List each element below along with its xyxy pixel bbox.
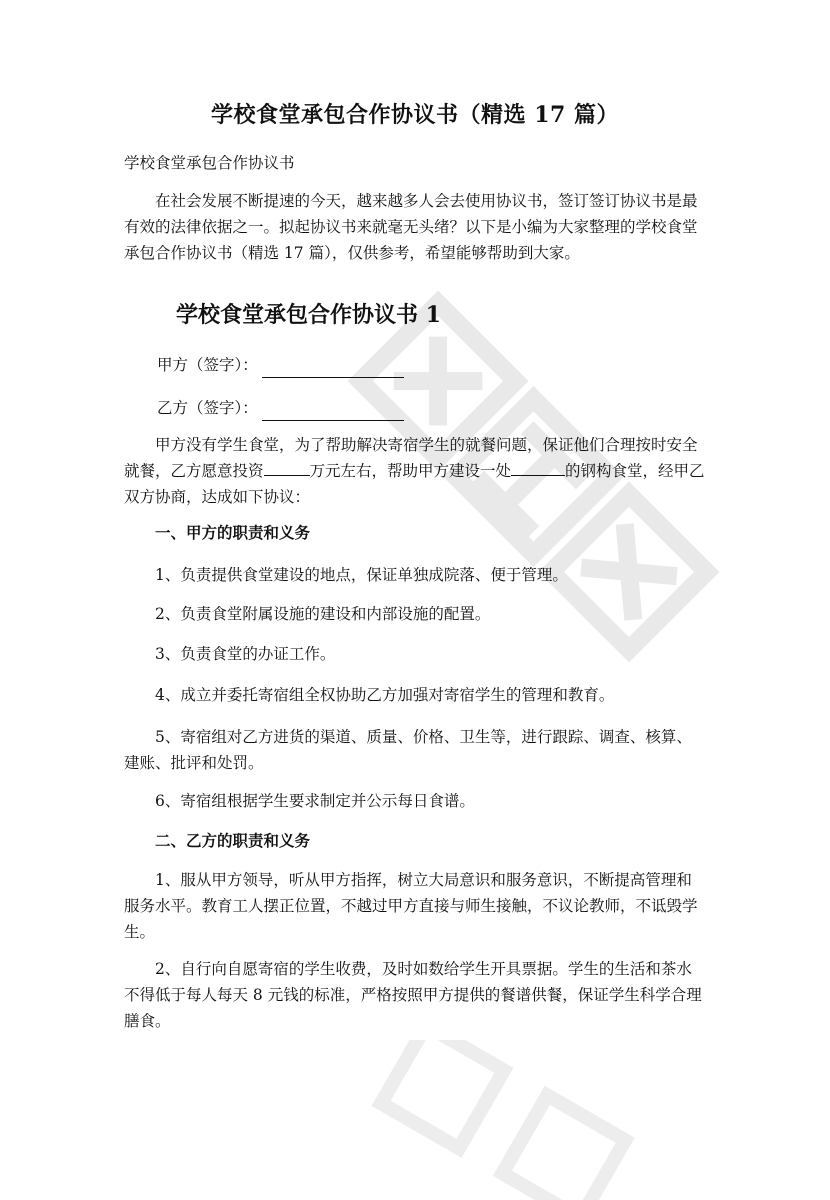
heading-party-b-duties: 二、乙方的职责和义务	[155, 831, 311, 850]
list-item: 6、寄宿组根据学生要求制定并公示每日食谱。	[155, 792, 475, 810]
location-blank	[511, 459, 565, 476]
document-title: 学校食堂承包合作协议书（精选 17 篇）	[211, 102, 619, 128]
party-a-signature	[157, 352, 404, 378]
heading-party-a-duties: 一、甲方的职责和义务	[155, 523, 311, 542]
party-b-label: 乙方（签字）：	[157, 399, 258, 417]
list-item: 5、寄宿组对乙方进货的渠道、质量、价格、卫生等，进行跟踪、调查、核算、建账、批评和处罚。	[124, 728, 692, 772]
preamble-text-2: 万元左右，帮助甲方建设一处	[309, 462, 512, 480]
intro-paragraph: 在社会发展不断提速的今天，越来越多人会去使用协议书，签订签订协议书是最有效的法律依据之一。拟起协议书来就毫无头绪？以下是小编为大家整理的学校食堂承包合作协议书（精选 17 篇），仅供参考，希望能够帮助到大家。	[124, 192, 698, 262]
party-b-signature	[157, 395, 404, 421]
list-item: 4、成立并委托寄宿组全权协助乙方加强对寄宿学生的管理和教育。	[155, 686, 615, 704]
list-item: 2、自行向自愿寄宿的学生收费，及时如数给学生开具票据。学生的生活和茶水不得低于每人每天 8 元钱的标准，严格按照甲方提供的餐谱供餐，保证学生科学合理膳食。	[124, 960, 702, 1030]
list-item: 2、负责食堂附属设施的建设和内部设施的配置。	[155, 605, 491, 623]
document-subtitle: 学校食堂承包合作协议书	[124, 154, 295, 172]
list-item: 1、负责提供食堂建设的地点，保证单独成院落、便于管理。	[155, 566, 568, 584]
list-item: 3、负责食堂的办证工作。	[155, 645, 336, 663]
party-a-signature-line	[262, 359, 404, 378]
preamble-text-1: 甲方没有学生食堂，为了帮助解决寄宿学生的就餐问题，保证他们合理按时安全就餐，乙方愿意投资	[124, 436, 698, 480]
party-b-signature-line	[262, 402, 404, 421]
section-title: 学校食堂承包合作协议书 1	[176, 302, 441, 328]
list-item: 1、服从甲方领导，听从甲方指挥，树立大局意识和服务意识，不断提高管理和服务水平。教育工人摆正位置，不越过甲方直接与师生接触，不议论教师，不诋毁学生。	[124, 871, 698, 941]
amount-blank	[264, 459, 310, 476]
preamble-paragraph	[124, 432, 706, 510]
preamble-text-3: 的钢构食堂，经甲乙双方协商，达成如下协议：	[124, 462, 705, 506]
party-a-label: 甲方（签字）：	[157, 356, 258, 374]
